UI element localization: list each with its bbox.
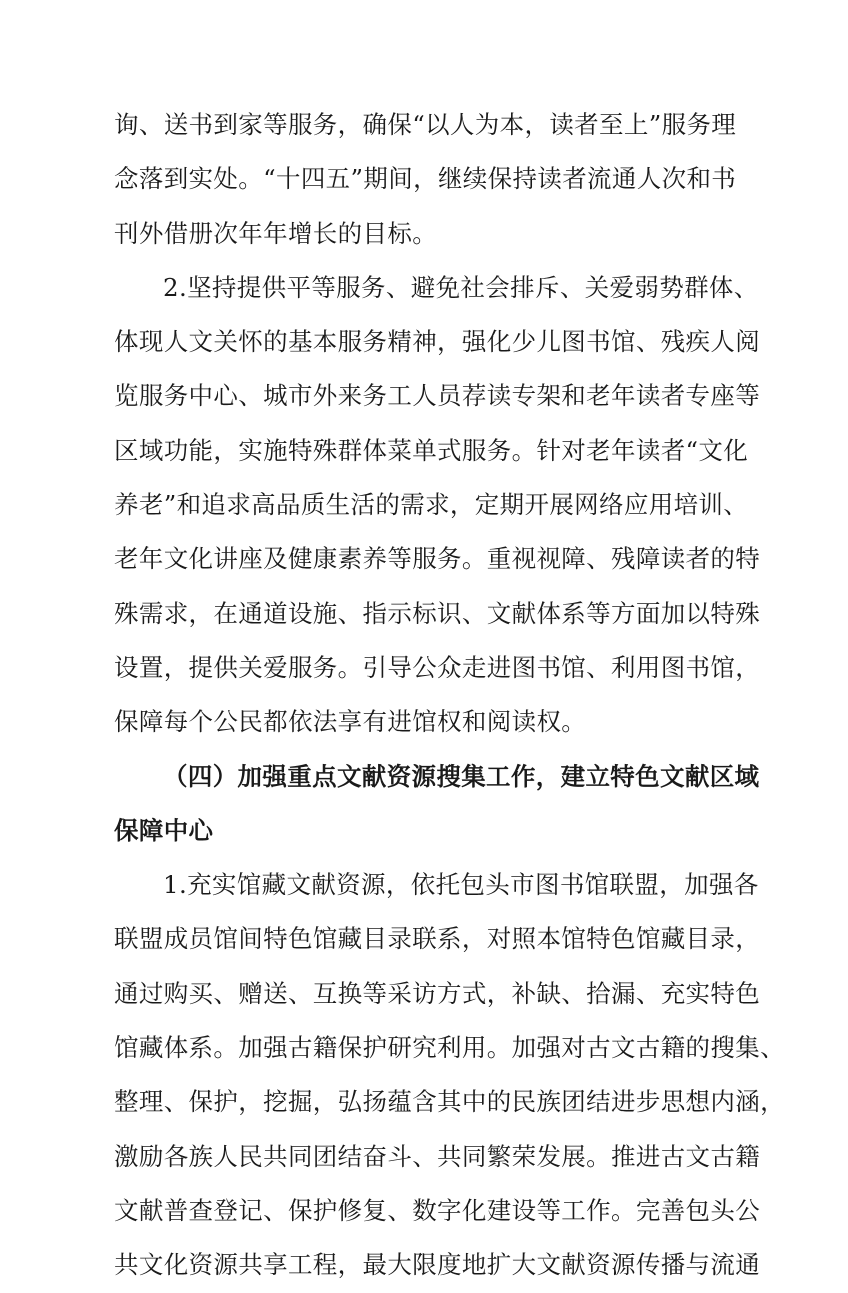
paragraph-line: 共文化资源共享工程，最大限度地扩大文献资源传播与流通 xyxy=(114,1250,761,1280)
paragraph-line: 馆藏体系。加强古籍保护研究利用。加强对古文古籍的搜集、 xyxy=(114,1033,785,1063)
paragraph-line: 2.坚持提供平等服务、避免社会排斥、关爱弱势群体、 xyxy=(163,272,759,302)
paragraph-line: 整理、保护，挖掘，弘扬蕴含其中的民族团结进步思想内涵， xyxy=(114,1087,785,1117)
paragraph-line: 联盟成员馆间特色馆藏目录联系，对照本馆特色馆藏目录， xyxy=(114,924,761,954)
paragraph-line: 念落到实处。“十四五”期间，继续保持读者流通人次和书 xyxy=(114,164,737,194)
paragraph-line: 刊外借册次年年增长的目标。 xyxy=(114,218,438,248)
paragraph-line: 激励各族人民共同团结奋斗、共同繁荣发展。推进古文古籍 xyxy=(114,1141,761,1171)
paragraph-line: 文献普查登记、保护修复、数字化建设等工作。完善包头公 xyxy=(114,1195,761,1225)
paragraph-line: 保障每个公民都依法享有进馆权和阅读权。 xyxy=(114,707,587,737)
paragraph-line: 通过购买、赠送、互换等采访方式，补缺、拾漏、充实特色 xyxy=(114,978,761,1008)
paragraph-line: 询、送书到家等服务，确保“以人为本，读者至上”服务理 xyxy=(114,110,737,139)
section-heading-line: 保障中心 xyxy=(114,815,214,845)
section-heading-line: （四）加强重点文献资源搜集工作，建立特色文献区域 xyxy=(163,761,760,791)
document-body xyxy=(114,98,785,1293)
paragraph-line: 览服务中心、城市外来务工人员荐读专架和老年读者专座等 xyxy=(114,381,761,411)
paragraph-line: 区域功能，实施特殊群体菜单式服务。针对老年读者“文化 xyxy=(114,435,749,465)
paragraph-line: 体现人文关怀的基本服务精神，强化少儿图书馆、残疾人阅 xyxy=(114,327,761,357)
paragraph-line: 1.充实馆藏文献资源，依托包头市图书馆联盟，加强各 xyxy=(163,870,759,900)
paragraph-line: 设置，提供关爱服务。引导公众走进图书馆、利用图书馆， xyxy=(114,652,761,682)
paragraph-line: 养老”和追求高品质生活的需求，定期开展网络应用培训、 xyxy=(114,490,749,520)
paragraph-line: 老年文化讲座及健康素养等服务。重视视障、残障读者的特 xyxy=(114,544,761,574)
paragraph-line: 殊需求，在通道设施、指示标识、文献体系等方面加以特殊 xyxy=(114,598,761,628)
